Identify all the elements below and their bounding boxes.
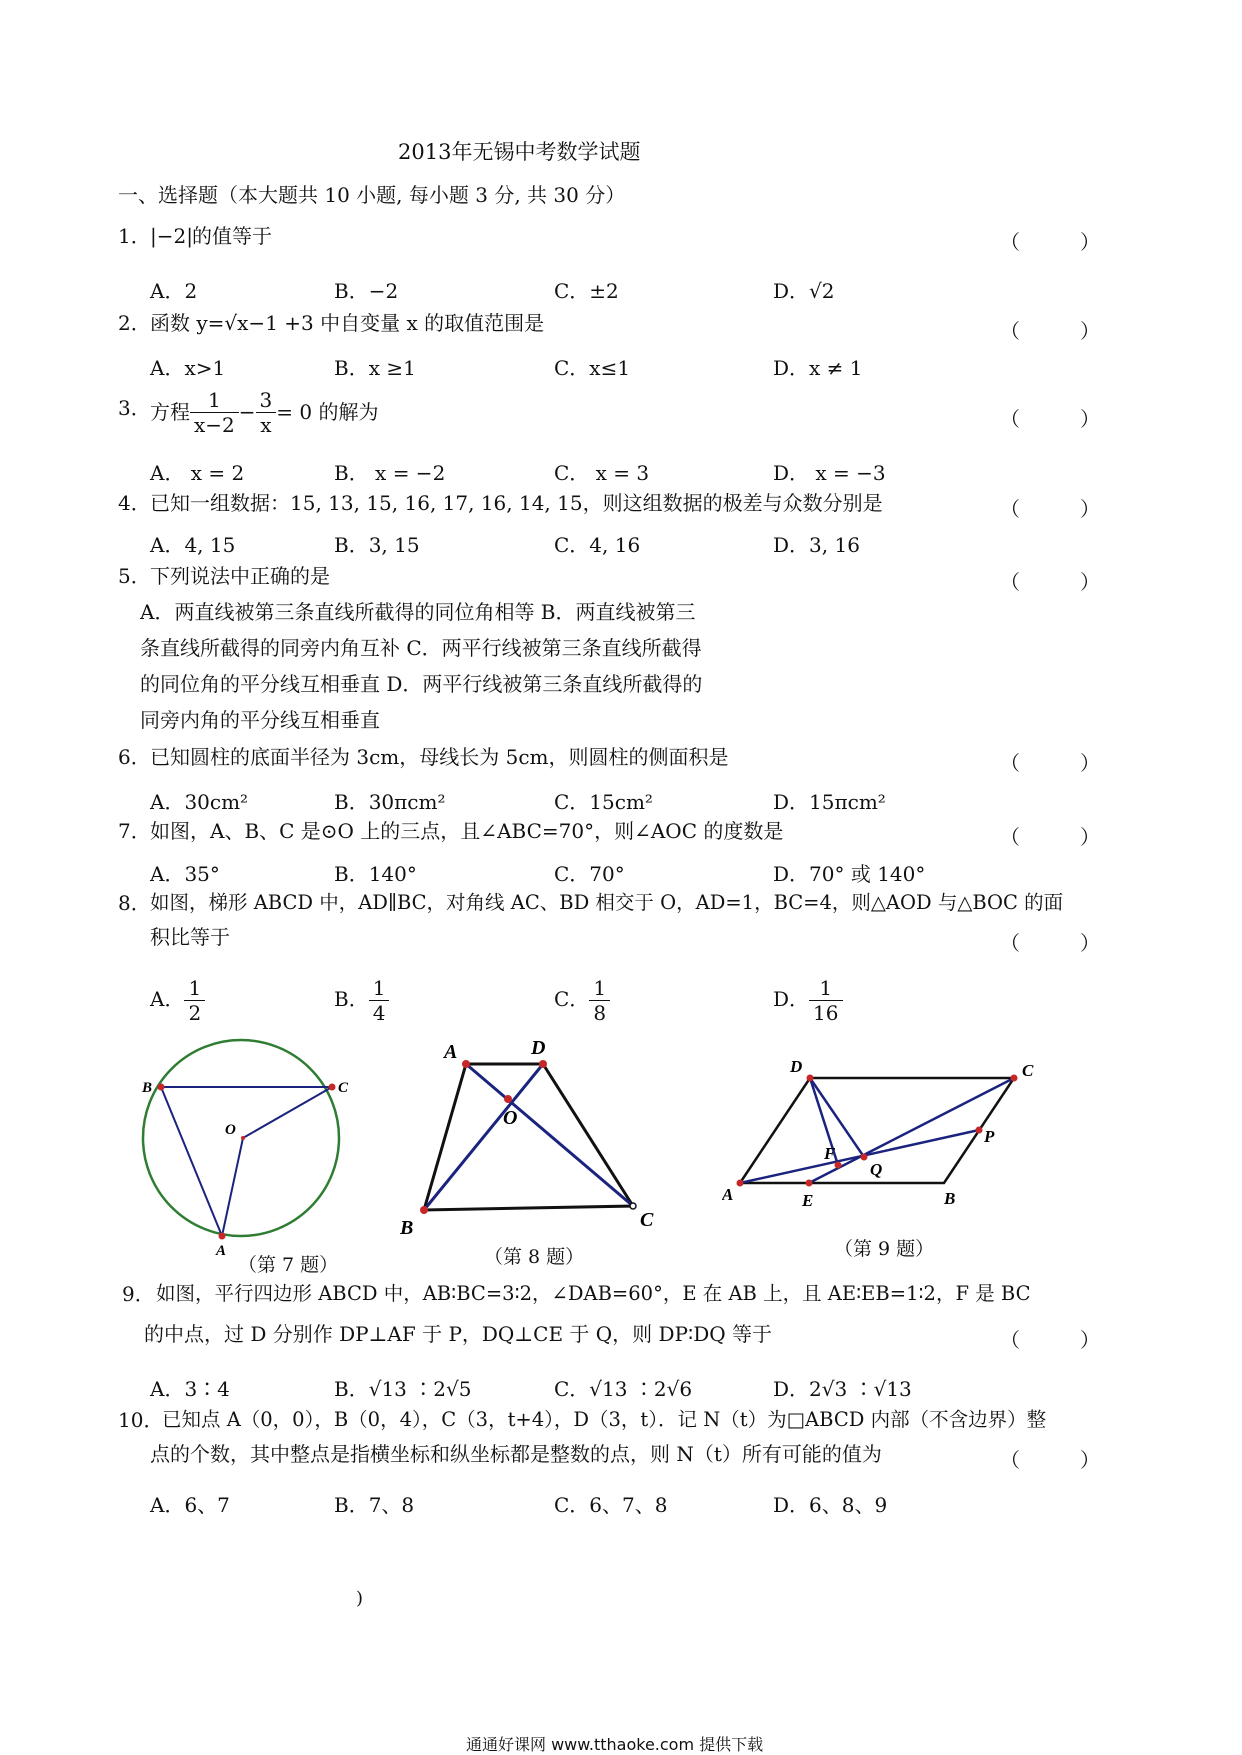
answer-blank-2[interactable]: （ ） <box>1000 319 1100 343</box>
segment-dq <box>810 1078 864 1157</box>
label-d: D <box>790 1057 803 1076</box>
label-f: F <box>824 1144 836 1163</box>
q3-option-b: B． x = −2 <box>334 461 446 485</box>
q10-option-a: A．6、7 <box>150 1493 230 1517</box>
question-9-stem-line1: 如图，平行四边形 ABCD 中，AB∶BC=3∶2，∠DAB=60°，E 在 AB 上，且 AE∶EB=1∶2，F 是 BC <box>156 1282 1031 1305</box>
point-b <box>158 1084 165 1091</box>
q5-line-3: 的同位角的平分线互相垂直 D．两平行线被第三条直线所截得的 <box>140 672 703 696</box>
label-a: A <box>444 1041 458 1063</box>
point-o <box>504 1095 512 1103</box>
question-1-abs: |−2| <box>150 224 193 248</box>
label-d: D <box>531 1037 546 1059</box>
point-c <box>630 1203 636 1209</box>
answer-blank-5[interactable]: （ ） <box>1000 570 1100 594</box>
q7-option-b: B．140° <box>334 862 417 886</box>
q8-option-c <box>554 976 610 1025</box>
question-10-stem-line2: 点的个数，其中整点是指横坐标和纵坐标都是整数的点，则 N（t）所有可能的值为 <box>150 1442 882 1466</box>
question-6-stem: 已知圆柱的底面半径为 3cm，母线长为 5cm，则圆柱的侧面积是 <box>150 745 729 769</box>
question-3-number: 3． <box>118 396 151 420</box>
point-p <box>835 1162 842 1169</box>
q8-option-a-fraction <box>184 976 205 1025</box>
q3-option-c: C． x = 3 <box>554 461 650 485</box>
chord-ba <box>161 1087 222 1236</box>
figure-9-parallelogram-diagram <box>722 1050 1062 1220</box>
figure-9-caption: （第 9 题） <box>834 1238 935 1260</box>
point-f <box>976 1127 983 1134</box>
label-q: Q <box>870 1160 883 1179</box>
q8-option-b-letter: B． <box>334 987 369 1011</box>
question-5-stem: 下列说法中正确的是 <box>150 564 330 588</box>
q5-line-2: 条直线所截得的同旁内角互补 C．两平行线被第三条直线所截得 <box>140 636 702 660</box>
question-3-suffix: = 0 的解为 <box>276 400 379 424</box>
q8-d-numerator: 1 <box>809 976 842 1001</box>
section-heading: 一、选择题（本大题共 10 小题, 每小题 3 分, 共 30 分） <box>118 183 626 207</box>
q4-option-c: C．4, 16 <box>554 533 641 557</box>
q8-option-b-fraction <box>369 976 390 1025</box>
point-a <box>462 1060 470 1068</box>
question-1-number: 1． <box>118 224 151 248</box>
q8-option-c-fraction <box>589 976 610 1025</box>
question-7-stem: 如图，A、B、C 是⊙O 上的三点，且∠ABC=70°，则∠AOC 的度数是 <box>150 819 784 843</box>
question-6-number: 6． <box>118 745 151 769</box>
label-o: O <box>225 1122 236 1138</box>
q8-c-numerator: 1 <box>589 976 610 1001</box>
question-2-stem: 函数 y=√x−1 +3 中自变量 x 的取值范围是 <box>150 311 545 335</box>
stray-mark: ) <box>356 1588 364 1609</box>
figure-8-trapezoid-diagram <box>400 1036 670 1241</box>
q8-a-denominator: 2 <box>188 1001 202 1025</box>
q8-option-d <box>773 976 843 1025</box>
q3-option-d: D． x = −3 <box>773 461 886 485</box>
fraction-2-numerator: 3 <box>256 388 277 413</box>
label-c: C <box>338 1080 349 1096</box>
point-d <box>539 1060 547 1068</box>
point-a <box>219 1233 226 1240</box>
label-a: A <box>722 1185 734 1204</box>
point-o <box>241 1136 245 1140</box>
question-3-prefix: 方程 <box>150 400 190 424</box>
question-9-number: 9． <box>122 1282 155 1306</box>
label-p: P <box>984 1127 995 1146</box>
question-10-stem-line1: 已知点 A（0，0），B（0，4），C（3，t+4），D（3，t）．记 N（t）为□ABCD 内部（不含边界）整 <box>162 1408 1047 1431</box>
question-8-stem-line1: 如图，梯形 ABCD 中，AD∥BC，对角线 AC、BD 相交于 O，AD=1，BC=4，则△AOD 与△BOC 的面 <box>150 891 1064 914</box>
answer-blank-7[interactable]: （ ） <box>1000 825 1100 849</box>
q8-b-denominator: 4 <box>372 1001 386 1025</box>
q3-option-a: A． x = 2 <box>150 461 245 485</box>
question-4-number: 4． <box>118 491 151 515</box>
question-5-number: 5． <box>118 564 151 588</box>
q7-option-a: A．35° <box>150 862 220 886</box>
q10-option-c: C．6、7、8 <box>554 1493 668 1517</box>
q1-option-a: A．2 <box>150 279 198 303</box>
q9-option-c: C．√13 ∶2√6 <box>554 1377 693 1401</box>
q2-option-b: B．x ≥1 <box>334 356 416 380</box>
label-b: B <box>400 1217 414 1239</box>
q8-option-a <box>150 976 205 1025</box>
point-c <box>1011 1075 1018 1082</box>
q8-option-d-fraction <box>809 976 842 1025</box>
answer-blank-10[interactable]: （ ） <box>1000 1448 1100 1472</box>
question-4-stem: 已知一组数据：15, 13, 15, 16, 17, 16, 14, 15，则这组数据的极差与众数分别是 <box>150 491 883 515</box>
q6-option-a: A．30cm² <box>150 790 249 814</box>
q4-option-d: D．3, 16 <box>773 533 860 557</box>
q2-option-d: D．x ≠ 1 <box>773 356 863 380</box>
q7-option-d: D．70° 或 140° <box>773 862 926 886</box>
q5-line-1: A．两直线被第三条直线所截得的同位角相等 B．两直线被第三 <box>140 600 696 624</box>
answer-blank-9[interactable]: （ ） <box>1000 1328 1100 1352</box>
q4-option-b: B．3, 15 <box>334 533 420 557</box>
point-b <box>420 1206 428 1214</box>
label-a: A <box>216 1243 227 1259</box>
q10-option-d: D．6、8、9 <box>773 1493 888 1517</box>
label-c: C <box>1022 1061 1034 1080</box>
point-c <box>329 1084 336 1091</box>
radius-oa <box>222 1138 243 1236</box>
answer-blank-1[interactable]: （ ） <box>1000 230 1100 254</box>
diagonal-bd <box>424 1064 543 1210</box>
figure-7-circle-diagram <box>130 1030 390 1260</box>
q8-option-d-letter: D． <box>773 987 810 1011</box>
page-footer: 通通好课网 www.tthaoke.com 提供下载 <box>466 1735 764 1754</box>
question-8-number: 8． <box>118 891 151 915</box>
figure-8-caption: （第 8 题） <box>484 1246 585 1268</box>
question-10-number: 10． <box>118 1408 164 1432</box>
point-e <box>806 1180 813 1187</box>
q6-option-b: B．30πcm² <box>334 790 446 814</box>
minus-sign: − <box>238 400 256 424</box>
q8-d-denominator: 16 <box>813 1001 839 1025</box>
q5-line-4: 同旁内角的平分线互相垂直 <box>140 708 380 732</box>
q8-b-numerator: 1 <box>369 976 390 1001</box>
q4-option-a: A．4, 15 <box>150 533 236 557</box>
q2-option-c: C．x≤1 <box>554 356 631 380</box>
q9-option-b: B．√13 ∶2√5 <box>334 1377 472 1401</box>
fraction-2 <box>256 388 277 437</box>
question-5-options <box>140 594 780 738</box>
diagonal-ac <box>466 1064 633 1206</box>
q6-option-d: D．15πcm² <box>773 790 886 814</box>
figure-7-caption: （第 7 题） <box>238 1254 339 1276</box>
fraction-1-numerator: 1 <box>190 388 239 413</box>
q9-option-d: D．2√3 ∶√13 <box>773 1377 912 1401</box>
point-d <box>807 1075 814 1082</box>
q10-option-b: B．7、8 <box>334 1493 415 1517</box>
q8-c-denominator: 8 <box>593 1001 607 1025</box>
q8-option-c-letter: C． <box>554 987 590 1011</box>
q1-option-d: D．√2 <box>773 279 835 303</box>
radius-oc <box>243 1087 332 1138</box>
q6-option-c: C．15cm² <box>554 790 653 814</box>
label-b: B <box>944 1189 956 1208</box>
q8-option-a-letter: A． <box>150 987 185 1011</box>
q8-a-numerator: 1 <box>184 976 205 1001</box>
answer-blank-4[interactable]: （ ） <box>1000 497 1100 521</box>
q1-option-c: C．±2 <box>554 279 619 303</box>
q2-option-a: A．x>1 <box>150 356 226 380</box>
answer-blank-8[interactable]: （ ） <box>1000 931 1100 955</box>
label-e: E <box>802 1191 814 1210</box>
point-a <box>737 1180 744 1187</box>
label-b: B <box>142 1080 153 1096</box>
question-9-stem-line2: 的中点，过 D 分别作 DP⊥AF 于 P，DQ⊥CE 于 Q，则 DP∶DQ 等于 <box>144 1322 772 1346</box>
q1-option-b: B．−2 <box>334 279 399 303</box>
question-7-number: 7． <box>118 819 151 843</box>
question-1-stem: 的值等于 <box>192 224 272 248</box>
page-title: 2013年无锡中考数学试题 <box>398 140 641 164</box>
question-8-stem-line2: 积比等于 <box>150 925 230 949</box>
fraction-1 <box>190 388 239 437</box>
label-c: C <box>640 1209 654 1231</box>
fraction-2-denominator: x <box>260 412 272 437</box>
point-q <box>861 1154 868 1161</box>
trapezoid-abcd <box>424 1064 633 1210</box>
q7-option-c: C．70° <box>554 862 625 886</box>
answer-blank-6[interactable]: （ ） <box>1000 751 1100 775</box>
question-2-number: 2． <box>118 311 151 335</box>
answer-blank-3[interactable]: （ ） <box>1000 407 1100 431</box>
q9-option-a: A．3∶4 <box>150 1377 230 1401</box>
fraction-1-denominator: x−2 <box>194 412 235 437</box>
q8-option-b <box>334 976 389 1025</box>
question-3-stem <box>150 384 378 440</box>
label-o: O <box>503 1107 518 1129</box>
